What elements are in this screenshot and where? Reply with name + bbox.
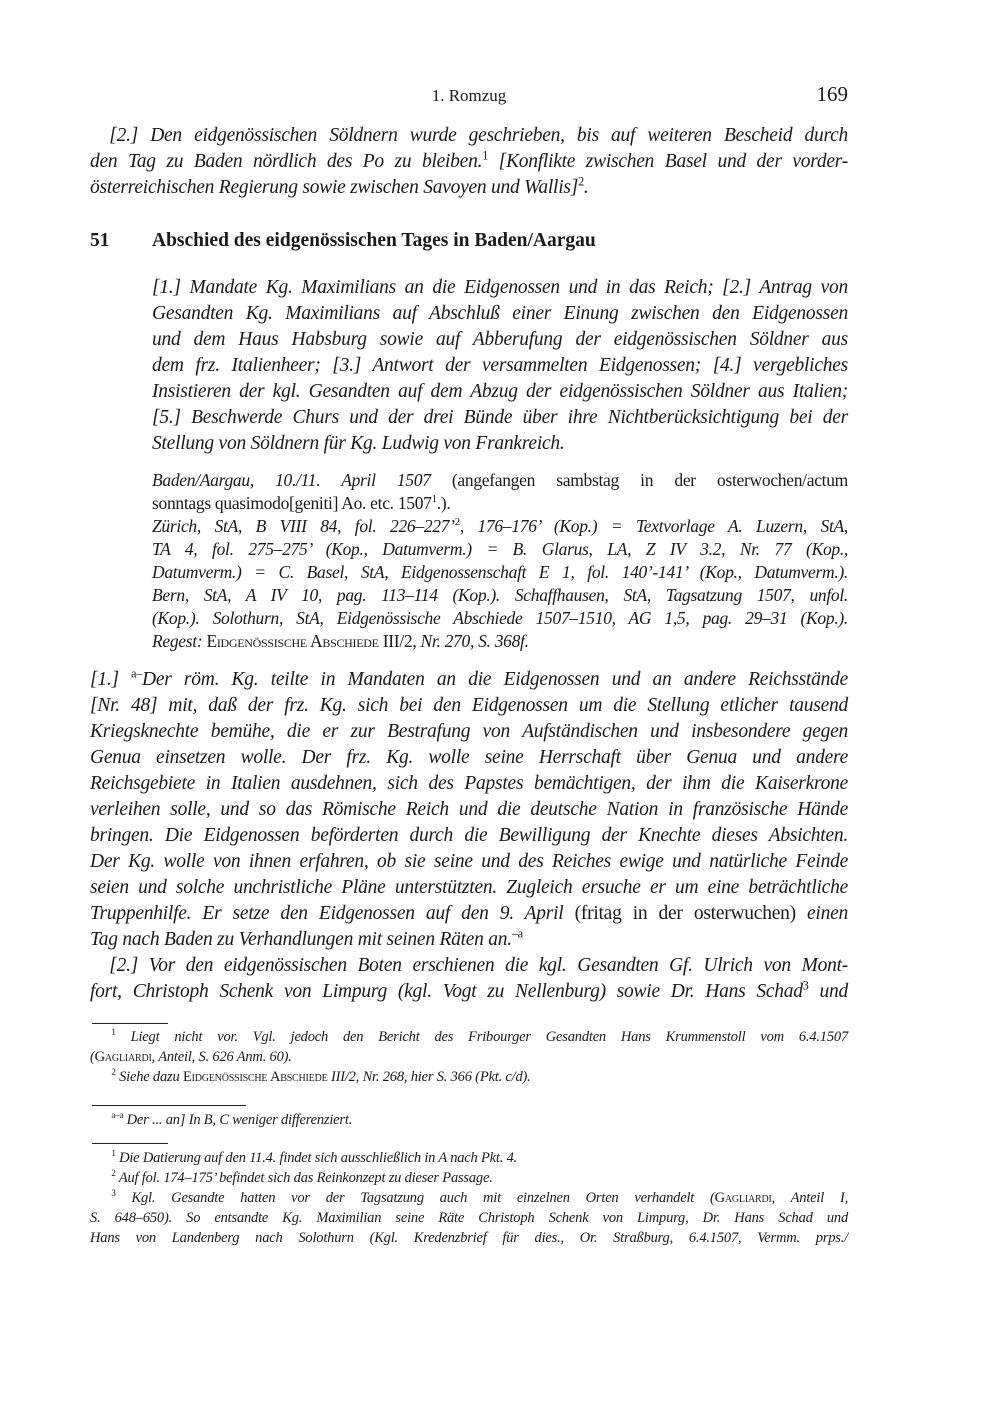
text-segment — [90, 1150, 111, 1166]
footnote-rule — [92, 1143, 168, 1144]
text-segment: Kgl. Gesandte hatten vor der Tagsatzung auch mit einzelnen Orten verhandelt ( — [115, 1190, 715, 1206]
footnote-marker: 2 — [111, 1168, 116, 1179]
footnote-marker: a– — [131, 666, 143, 681]
footnotes-source — [90, 1148, 848, 1248]
footnote-rule — [92, 1105, 246, 1106]
footnote-marker: 2 — [454, 516, 460, 529]
footnote-marker: 1 — [482, 148, 489, 163]
text-segment: Eidgenössische Abschiede — [182, 1069, 328, 1085]
text-segment: einen — [795, 903, 848, 924]
text-line — [152, 492, 848, 515]
text-line — [90, 745, 848, 771]
text-line — [90, 979, 848, 1005]
text-line — [90, 823, 848, 849]
text-segment: [1.] Mandate Kg. Maximilians an die Eidgenossen und in das Reich; [2.] Antrag von — [152, 277, 848, 298]
text-segment: und — [808, 981, 848, 1002]
text-line — [90, 123, 848, 149]
text-segment: Siehe dazu — [115, 1069, 183, 1085]
text-segment: verleihen solle, und so das Römische Reich und die deutsche Nation in französische Hände — [90, 799, 848, 820]
text-segment: (angefangen sambstag in der osterwochen/actum — [451, 470, 848, 490]
text-segment: (Kop.). Solothurn, StA, Eidgenössische Abschiede 1507–1510, AG 1,5, pag. 29–31 (Kop.). — [152, 608, 848, 628]
footnote-marker: 2 — [578, 174, 584, 189]
text-line — [90, 901, 848, 927]
text-line — [152, 379, 848, 405]
text-line — [152, 584, 848, 607]
source-citation — [152, 469, 848, 653]
section-number: 51 — [90, 230, 110, 251]
text-segment: Hans von Landenberg nach Solothurn (Kgl. Kredenzbrief für dies., Or. Straßburg, 6.4.1507, Vermm. prps./ — [90, 1230, 848, 1246]
text-line — [152, 353, 848, 379]
text-line — [90, 1047, 848, 1067]
text-segment: Liegt nicht vor. Vgl. jedoch den Bericht des Fribourger Gesandten Hans Krummenstoll vom 6.4.1507 — [115, 1029, 848, 1045]
text-line — [90, 1168, 848, 1188]
text-segment: Gesandten Kg. Maximilians auf Abschluß einer Einung zwischen den Eidgenossen — [152, 303, 848, 324]
footnote-marker: –a — [511, 926, 523, 941]
text-segment: Genua einsetzen wolle. Der frz. Kg. wolle seine Herrschaft über Genua und andere — [90, 747, 848, 768]
text-segment: Stellung von Söldnern für Kg. Ludwig von Frankreich. — [152, 433, 565, 454]
text-segment: III/2, — [378, 631, 421, 651]
text-segment: den Tag zu Baden nördlich des Po zu bleiben. — [90, 151, 483, 172]
running-title: 1. Romzug — [431, 86, 507, 105]
footnote-marker: 3 — [111, 1188, 116, 1199]
text-segment: Der röm. Kg. teilte in Mandaten an die Eidgenossen und an andere Reichsstände — [142, 669, 848, 690]
text-segment: [5.] Beschwerde Churs und der drei Bünde über ihre Nichtberücksichtigung bei der — [152, 407, 848, 428]
text-line — [90, 719, 848, 745]
body-text — [90, 667, 848, 1005]
text-segment: Nr. 270, S. 368f. — [420, 631, 529, 651]
text-segment: Truppenhilfe. Er setze den Eidgenossen auf den 9. April — [90, 903, 575, 924]
text-segment: Gagliardi — [94, 1049, 152, 1065]
text-segment — [90, 1112, 111, 1128]
text-segment: Der ... an] In B, C weniger differenziert. — [123, 1112, 353, 1128]
text-segment: Auf fol. 174–175’ befindet sich das Reinkonzept zu dieser Passage. — [115, 1170, 493, 1186]
text-line — [90, 1067, 848, 1087]
text-line — [90, 1208, 848, 1228]
text-segment: Gagliardi — [714, 1190, 772, 1206]
text-line — [90, 927, 848, 953]
text-line — [90, 175, 848, 201]
text-line — [152, 301, 848, 327]
text-segment: Regest: — [152, 631, 207, 651]
intro-paragraph — [90, 123, 848, 201]
text-line — [152, 538, 848, 561]
text-segment: , Anteil I, — [771, 1190, 849, 1206]
text-segment: , 176–176’ (Kop.) = Textvorlage A. Luzern, StA, — [459, 516, 848, 536]
text-line — [90, 693, 848, 719]
text-segment: seien und solche unchristliche Pläne unterstützten. Zugleich ersuche er um eine beträchtliche — [90, 877, 848, 898]
text-segment — [90, 1170, 111, 1186]
text-line — [90, 1027, 848, 1047]
text-line — [152, 431, 848, 457]
text-segment: bringen. Die Eidgenossen beförderten durch die Bewilligung der Knechte dieses Absichten. — [90, 825, 848, 846]
text-segment: ( — [90, 1049, 95, 1065]
running-header — [90, 84, 848, 108]
text-segment: österreichischen Regierung sowie zwischen Savoyen und Wallis] — [90, 177, 579, 198]
text-line — [90, 149, 848, 175]
text-line — [90, 1110, 848, 1130]
text-segment: fort, Christoph Schenk von Limpurg (kgl. Vogt zu Nellenburg) sowie Dr. Hans Schad — [90, 981, 803, 1002]
text-segment: Eidgenössische Abschiede — [206, 631, 379, 651]
text-segment: Insistieren der kgl. Gesandten auf dem Abzug der eidgenössischen Söldner aus Italien; — [152, 381, 848, 402]
text-segment: Tag nach Baden zu Verhandlungen mit seinen Räten an. — [90, 929, 512, 950]
text-line — [152, 327, 848, 353]
text-line — [152, 630, 848, 653]
text-segment: Kriegsknechte bemühe, die er zur Bestrafung von Aufständischen und insbesondere gegen — [90, 721, 848, 742]
footnote-rule — [92, 1023, 168, 1024]
footnotes-textcritical — [90, 1110, 848, 1130]
text-line — [152, 275, 848, 301]
text-segment: Bern, StA, A IV 10, pag. 113–114 (Kop.). Schaffhausen, StA, Tagsatzung 1507, unfol. — [152, 585, 848, 605]
text-line — [152, 515, 848, 538]
footnote-marker: a–a — [111, 1110, 124, 1121]
text-segment: Der Kg. wolle von ihnen erfahren, ob sie seine und des Reiches ewige und natürliche Feinde — [90, 851, 848, 872]
text-segment: .). — [436, 493, 451, 513]
text-line — [90, 797, 848, 823]
text-segment: . — [583, 177, 589, 198]
page-number: 169 — [816, 82, 848, 106]
text-line — [152, 607, 848, 630]
text-segment: S. 648–650). So entsandte Kg. Maximilian seine Räte Christoph Schenk von Limpurg, Dr. Hans Schad und — [90, 1210, 848, 1226]
footnote-marker: 1 — [431, 493, 437, 506]
text-segment: [2.] Den eidgenössischen Söldnern wurde geschrieben, bis auf weiteren Bescheid durch — [90, 125, 848, 146]
text-segment: sonntags quasimodo[geniti] Ao. etc. 1507 — [152, 493, 432, 513]
text-segment — [90, 1029, 111, 1045]
text-segment: III/2, Nr. 268, hier S. 366 (Pkt. c/d). — [327, 1069, 531, 1085]
text-segment — [90, 1069, 111, 1085]
text-line — [90, 953, 848, 979]
footnote-marker: 1 — [111, 1027, 116, 1038]
text-line — [90, 1188, 848, 1208]
text-segment: Datumverm.) = C. Basel, StA, Eidgenossenschaft E 1, fol. 140’-141’ (Kop., Datumverm.). — [152, 562, 848, 582]
footnote-marker: 3 — [802, 978, 809, 993]
text-line — [152, 561, 848, 584]
text-segment: Baden/Aargau, 10./11. April 1507 — [152, 470, 452, 490]
text-segment: Die Datierung auf den 11.4. findet sich ausschließlich in A nach Pkt. 4. — [115, 1150, 518, 1166]
text-segment — [90, 1190, 111, 1206]
text-segment: [2.] Vor den eidgenössischen Boten erschienen die kgl. Gesandten Gf. Ulrich von Mont- — [90, 955, 848, 976]
text-segment: Reichsgebiete in Italien ausdehnen, sich des Papstes bemächtigen, der ihm die Kaiserkrone — [90, 773, 848, 794]
text-segment: (fritag in der osterwuchen) — [574, 903, 796, 924]
text-line — [90, 667, 848, 693]
section-title: Abschied des eidgenössischen Tages in Baden/Aargau — [152, 230, 596, 251]
text-segment: dem frz. Italienheer; [3.] Antwort der versammelten Eidgenossen; [4.] vergebliches — [152, 355, 848, 376]
text-line — [90, 1148, 848, 1168]
section-summary — [152, 275, 848, 457]
text-segment: [1.] — [90, 669, 132, 690]
text-segment: , Anteil, S. 626 Anm. 60). — [151, 1049, 292, 1065]
text-line — [90, 771, 848, 797]
text-line — [90, 1228, 848, 1248]
text-segment: [Nr. 48] mit, daß der frz. Kg. sich bei den Eidgenossen um die Stellung etlicher tausend — [90, 695, 848, 716]
footnote-marker: 2 — [111, 1067, 116, 1078]
text-segment: und dem Haus Habsburg sowie auf Abberufung der eidgenössischen Söldner aus — [152, 329, 848, 350]
text-line — [152, 405, 848, 431]
text-line — [90, 875, 848, 901]
footnotes-numeric — [90, 1027, 848, 1087]
text-segment: [Konflikte zwischen Basel und der vorder- — [488, 151, 848, 172]
text-line — [152, 469, 848, 492]
text-segment: Zürich, StA, B VIII 84, fol. 226–227’ — [152, 516, 455, 536]
text-segment: TA 4, fol. 275–275’ (Kop., Datumverm.) = B. Glarus, LA, Z IV 3.2, Nr. 77 (Kop., — [152, 539, 848, 559]
text-line — [90, 849, 848, 875]
footnote-marker: 1 — [111, 1148, 116, 1159]
